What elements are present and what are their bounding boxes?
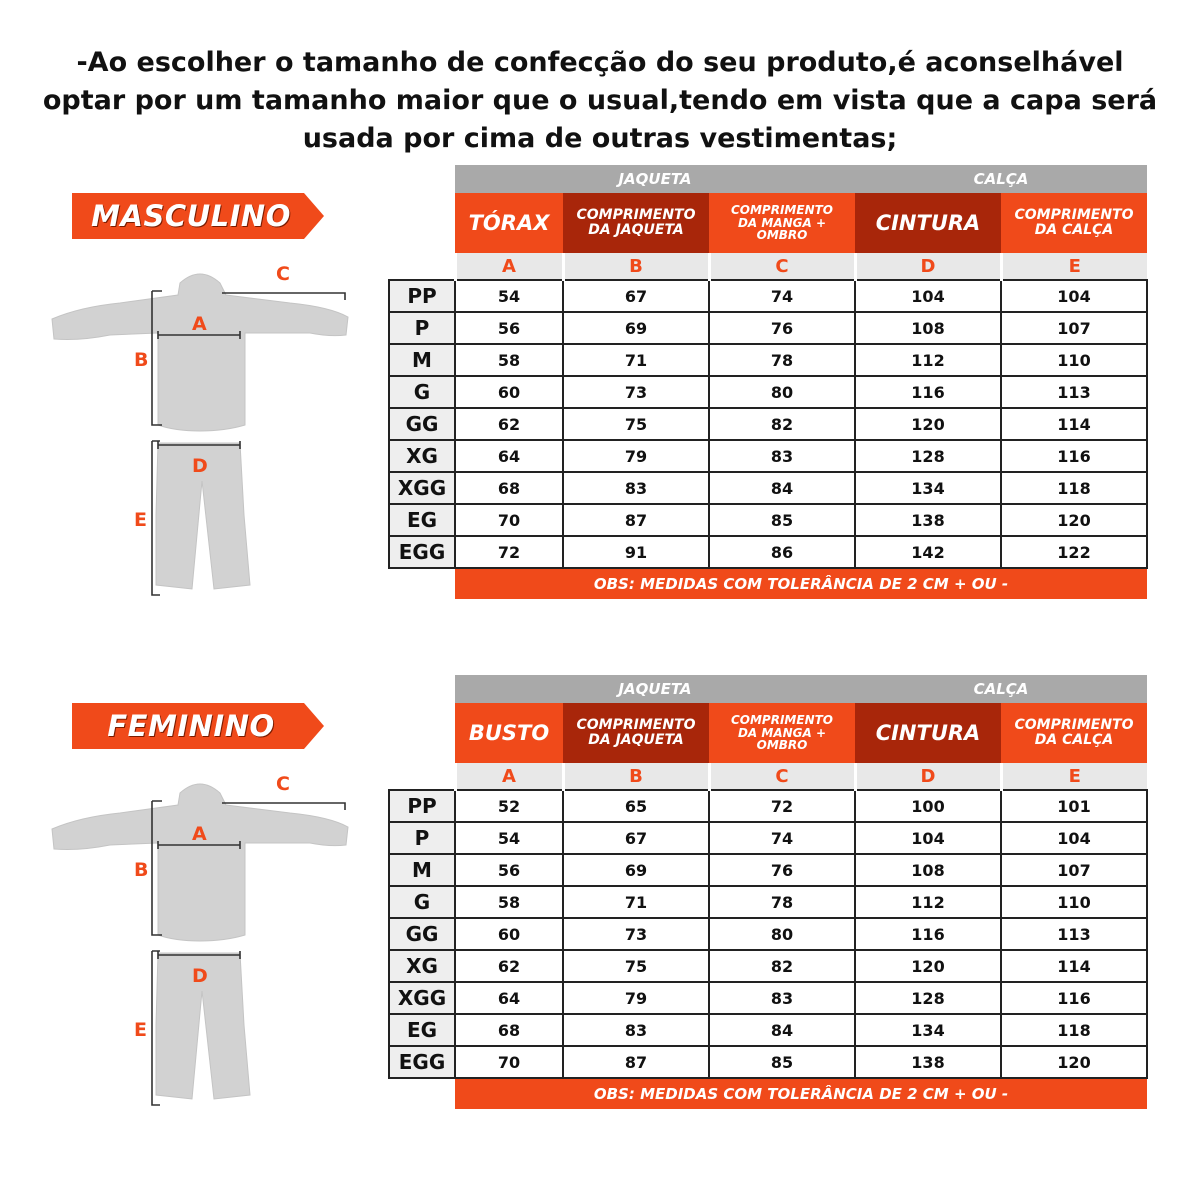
measurement-cell: 75 [563,950,709,982]
label-b: B [134,349,149,371]
column-letter-e: E [1001,763,1147,790]
column-header-row [389,193,1147,253]
measurement-cell: 120 [1001,1046,1147,1078]
header-c-line3: OMBRO [756,228,808,243]
measurement-cell: 116 [855,376,1001,408]
size-label: PP [389,280,455,312]
measurement-cell: 83 [563,1014,709,1046]
size-label: XGG [389,472,455,504]
measurement-cell: 116 [855,918,1001,950]
table-row [389,1014,1147,1046]
group-jacket: JAQUETA [455,675,855,703]
measurement-cell: 85 [709,1046,855,1078]
measurement-cell: 108 [855,312,1001,344]
measurement-cell: 128 [855,982,1001,1014]
table-row [389,854,1147,886]
group-pants: CALÇA [855,165,1147,193]
column-letter-a: A [455,253,563,280]
measurement-cell: 62 [455,408,563,440]
section-masculino [0,165,1200,635]
group-header-row [389,165,1147,193]
measurement-cell: 58 [455,344,563,376]
corner-cell [389,193,455,253]
measurement-cell: 72 [455,536,563,568]
header-d: CINTURA [855,193,1001,253]
measurement-cell: 107 [1001,854,1147,886]
size-label: P [389,822,455,854]
column-letter-c: C [709,253,855,280]
measurements-table [388,165,1148,599]
measurement-cell: 134 [855,472,1001,504]
measurement-cell: 79 [563,440,709,472]
size-label: XG [389,950,455,982]
corner-cell [389,568,455,599]
measurement-cell: 70 [455,504,563,536]
measurement-cell: 116 [1001,982,1147,1014]
measurement-cell: 120 [855,408,1001,440]
measurement-cell: 83 [709,440,855,472]
corner-cell [389,763,455,790]
column-letter-b: B [563,763,709,790]
measurement-cell: 67 [563,280,709,312]
measurement-cell: 60 [455,376,563,408]
measurement-cell: 113 [1001,376,1147,408]
column-letter-d: D [855,763,1001,790]
header-a: BUSTO [455,703,563,763]
measurement-cell: 72 [709,790,855,822]
table-row [389,472,1147,504]
group-pants: CALÇA [855,675,1147,703]
measurements-table [388,675,1148,1109]
table-row [389,918,1147,950]
table-body [389,280,1147,568]
measurement-cell: 67 [563,822,709,854]
size-label: P [389,312,455,344]
raincoat-diagram [40,765,370,1115]
measurement-cell: 120 [1001,504,1147,536]
measurement-cell: 83 [563,472,709,504]
measurement-cell: 79 [563,982,709,1014]
measurement-cell: 87 [563,504,709,536]
section-feminino [0,675,1200,1145]
measurement-cell: 65 [563,790,709,822]
corner-cell [389,1078,455,1109]
size-label: GG [389,408,455,440]
measurement-cell: 85 [709,504,855,536]
group-jacket: JAQUETA [455,165,855,193]
measurement-cell: 83 [709,982,855,1014]
header-e-line1: COMPRIMENTO [1014,207,1134,224]
measurement-cell: 120 [855,950,1001,982]
measurement-cell: 138 [855,504,1001,536]
header-b-line2: DA JAQUETA [588,732,684,748]
size-label: EGG [389,1046,455,1078]
measurement-cell: 118 [1001,1014,1147,1046]
measurement-cell: 78 [709,886,855,918]
corner-cell [389,165,455,193]
label-c: C [276,773,290,795]
column-letter-e: E [1001,253,1147,280]
gender-title: FEMININO [107,709,275,743]
measurement-cell: 104 [1001,280,1147,312]
label-d: D [192,965,208,987]
measurement-cell: 74 [709,280,855,312]
measurement-cell: 64 [455,440,563,472]
table-row [389,504,1147,536]
corner-cell [389,703,455,763]
header-e-line1: COMPRIMENTO [1014,717,1134,734]
size-label: M [389,854,455,886]
measurement-cell: 80 [709,376,855,408]
measurement-cell: 128 [855,440,1001,472]
header-c-line2: DA MANGA + [737,725,827,740]
measurement-cell: 86 [709,536,855,568]
table-row [389,886,1147,918]
header-c [709,703,855,763]
size-table [388,165,1148,635]
measurement-cell: 70 [455,1046,563,1078]
jacket-silhouette [52,274,348,431]
header-e-line2: DA CALÇA [1034,732,1114,748]
gender-title: MASCULINO [91,199,291,233]
measurement-cell: 110 [1001,886,1147,918]
measurement-cell: 54 [455,822,563,854]
header-e [1001,703,1147,763]
label-a: A [192,823,207,845]
size-label: M [389,344,455,376]
measurement-cell: 60 [455,918,563,950]
gender-banner [72,703,324,749]
measurement-cell: 56 [455,854,563,886]
column-letter-c: C [709,763,855,790]
table-row [389,408,1147,440]
measurement-cell: 71 [563,344,709,376]
header-c-line3: OMBRO [756,738,808,753]
gender-banner [72,193,324,239]
table-row [389,344,1147,376]
label-e: E [134,1019,147,1041]
measurement-cell: 118 [1001,472,1147,504]
obs-row [389,1078,1147,1109]
table-row [389,536,1147,568]
measurement-cell: 76 [709,854,855,886]
header-b [563,193,709,253]
table-row [389,280,1147,312]
label-a: A [192,313,207,335]
measurement-cell: 84 [709,1014,855,1046]
raincoat-figure [40,255,370,605]
measurement-cell: 114 [1001,408,1147,440]
column-header-row [389,703,1147,763]
size-label: XGG [389,982,455,1014]
measurement-cell: 107 [1001,312,1147,344]
size-label: G [389,376,455,408]
letter-row [389,763,1147,790]
corner-cell [389,675,455,703]
measurement-cell: 104 [855,822,1001,854]
column-letter-b: B [563,253,709,280]
intro-notice [0,44,1200,158]
measurement-cell: 58 [455,886,563,918]
table-row [389,790,1147,822]
measurement-cell: 69 [563,312,709,344]
measurement-cell: 101 [1001,790,1147,822]
jacket-silhouette [52,784,348,941]
measurement-cell: 54 [455,280,563,312]
measurement-cell: 113 [1001,918,1147,950]
measurement-cell: 138 [855,1046,1001,1078]
measurement-cell: 68 [455,1014,563,1046]
label-d: D [192,455,208,477]
raincoat-figure [40,765,370,1115]
header-c-line1: COMPRIMENTO [730,203,834,218]
header-b-line2: DA JAQUETA [588,222,684,238]
measurement-cell: 62 [455,950,563,982]
header-c-line2: DA MANGA + [737,215,827,230]
measurement-cell: 82 [709,408,855,440]
measurement-cell: 76 [709,312,855,344]
letter-row [389,253,1147,280]
measurement-cell: 87 [563,1046,709,1078]
column-letter-a: A [455,763,563,790]
group-header-row [389,675,1147,703]
measurement-cell: 64 [455,982,563,1014]
measurement-cell: 56 [455,312,563,344]
measurement-cell: 104 [855,280,1001,312]
measurement-cell: 134 [855,1014,1001,1046]
header-e [1001,193,1147,253]
table-row [389,376,1147,408]
measurement-cell: 116 [1001,440,1147,472]
measurement-cell: 100 [855,790,1001,822]
tolerance-note: OBS: MEDIDAS COM TOLERÂNCIA DE 2 CM + OU - [455,1078,1147,1109]
size-label: G [389,886,455,918]
table-row [389,950,1147,982]
obs-row [389,568,1147,599]
table-row [389,982,1147,1014]
size-table [388,675,1148,1145]
measurement-cell: 84 [709,472,855,504]
header-d: CINTURA [855,703,1001,763]
size-label: EG [389,1014,455,1046]
header-e-line2: DA CALÇA [1034,222,1114,238]
measurement-cell: 122 [1001,536,1147,568]
header-b-line1: COMPRIMENTO [576,717,696,734]
intro-line-1: -Ao escolher o tamanho de confecção do seu produto,é aconselhável [76,47,1124,78]
corner-cell [389,253,455,280]
header-c [709,193,855,253]
measurement-cell: 69 [563,854,709,886]
label-e: E [134,509,147,531]
table-body [389,790,1147,1078]
measurement-cell: 71 [563,886,709,918]
header-b-line1: COMPRIMENTO [576,207,696,224]
size-label: EGG [389,536,455,568]
size-label: XG [389,440,455,472]
measurement-cell: 73 [563,376,709,408]
measurement-cell: 68 [455,472,563,504]
measurement-cell: 114 [1001,950,1147,982]
measurement-cell: 112 [855,886,1001,918]
size-label: PP [389,790,455,822]
measurement-cell: 91 [563,536,709,568]
table-row [389,822,1147,854]
label-c: C [276,263,290,285]
intro-line-2: optar por um tamanho maior que o usual,tendo em vista que a capa será [42,85,1158,116]
measurement-cell: 73 [563,918,709,950]
table-row [389,440,1147,472]
label-b: B [134,859,149,881]
measurement-cell: 82 [709,950,855,982]
tolerance-note: OBS: MEDIDAS COM TOLERÂNCIA DE 2 CM + OU - [455,568,1147,599]
header-a: TÓRAX [455,193,563,253]
column-letter-d: D [855,253,1001,280]
measurement-cell: 74 [709,822,855,854]
measurement-cell: 104 [1001,822,1147,854]
size-label: EG [389,504,455,536]
intro-line-3: usada por cima de outras vestimentas; [302,123,898,154]
measurement-cell: 110 [1001,344,1147,376]
table-row [389,1046,1147,1078]
measurement-cell: 78 [709,344,855,376]
measurement-cell: 142 [855,536,1001,568]
measurement-cell: 112 [855,344,1001,376]
raincoat-diagram [40,255,370,605]
measurement-cell: 52 [455,790,563,822]
measurement-cell: 108 [855,854,1001,886]
size-label: GG [389,918,455,950]
measurement-cell: 75 [563,408,709,440]
header-b [563,703,709,763]
measurement-cell: 80 [709,918,855,950]
header-c-line1: COMPRIMENTO [730,713,834,728]
table-row [389,312,1147,344]
